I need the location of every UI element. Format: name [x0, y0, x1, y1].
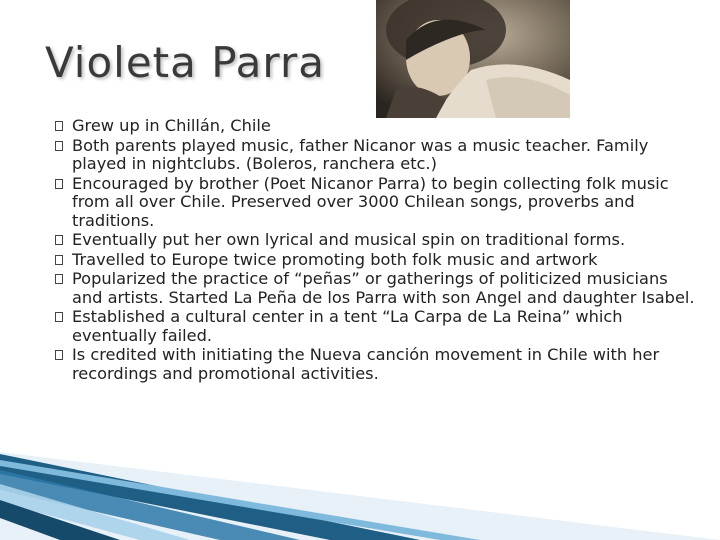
bullet-text: Is credited with initiating the Nueva canción movement in Chile with her recordings and promotional activities.: [72, 345, 660, 383]
slide-title: Violeta Parra: [45, 38, 325, 87]
list-item: [55, 346, 695, 383]
portrait-photo: [376, 0, 570, 118]
list-item: [55, 117, 695, 136]
list-item: [55, 251, 695, 270]
bullet-text: Grew up in Chillán, Chile: [72, 116, 271, 135]
square-box-icon: [55, 350, 63, 360]
square-box-icon: [55, 235, 63, 245]
bullet-text: Encouraged by brother (Poet Nicanor Parra) to begin collecting folk music from all over Chile. Preserved over 3000 Chilean songs, proverbs and traditions.: [72, 173, 669, 230]
portrait-photo-graphic: [376, 0, 570, 118]
list-item: [55, 175, 695, 231]
list-item: [55, 137, 695, 174]
list-item: [55, 270, 695, 307]
square-box-icon: [55, 179, 63, 189]
square-box-icon: [55, 274, 63, 284]
bullet-text: Both parents played music, father Nicanor was a music teacher. Family played in nightclubs. (Boleros, ranchera etc.): [72, 135, 649, 173]
decorative-stripes: [0, 440, 720, 540]
bullet-list: [55, 117, 695, 384]
bullet-text: Travelled to Europe twice promoting both folk music and artwork: [72, 249, 598, 269]
square-box-icon: [55, 255, 63, 265]
bullet-text: Eventually put her own lyrical and musical spin on traditional forms.: [72, 230, 626, 249]
list-item: [55, 231, 695, 250]
bullet-text: Established a cultural center in a tent “La Carpa de La Reina” which eventually failed.: [72, 307, 623, 345]
square-box-icon: [55, 312, 63, 322]
bullet-text: Popularized the practice of “peñas” or gatherings of politicized musicians and artists. Started La Peña de los Parra with son Angel and daughter Isabel.: [72, 269, 695, 307]
square-box-icon: [55, 141, 63, 151]
square-box-icon: [55, 121, 63, 131]
list-item: [55, 308, 695, 345]
